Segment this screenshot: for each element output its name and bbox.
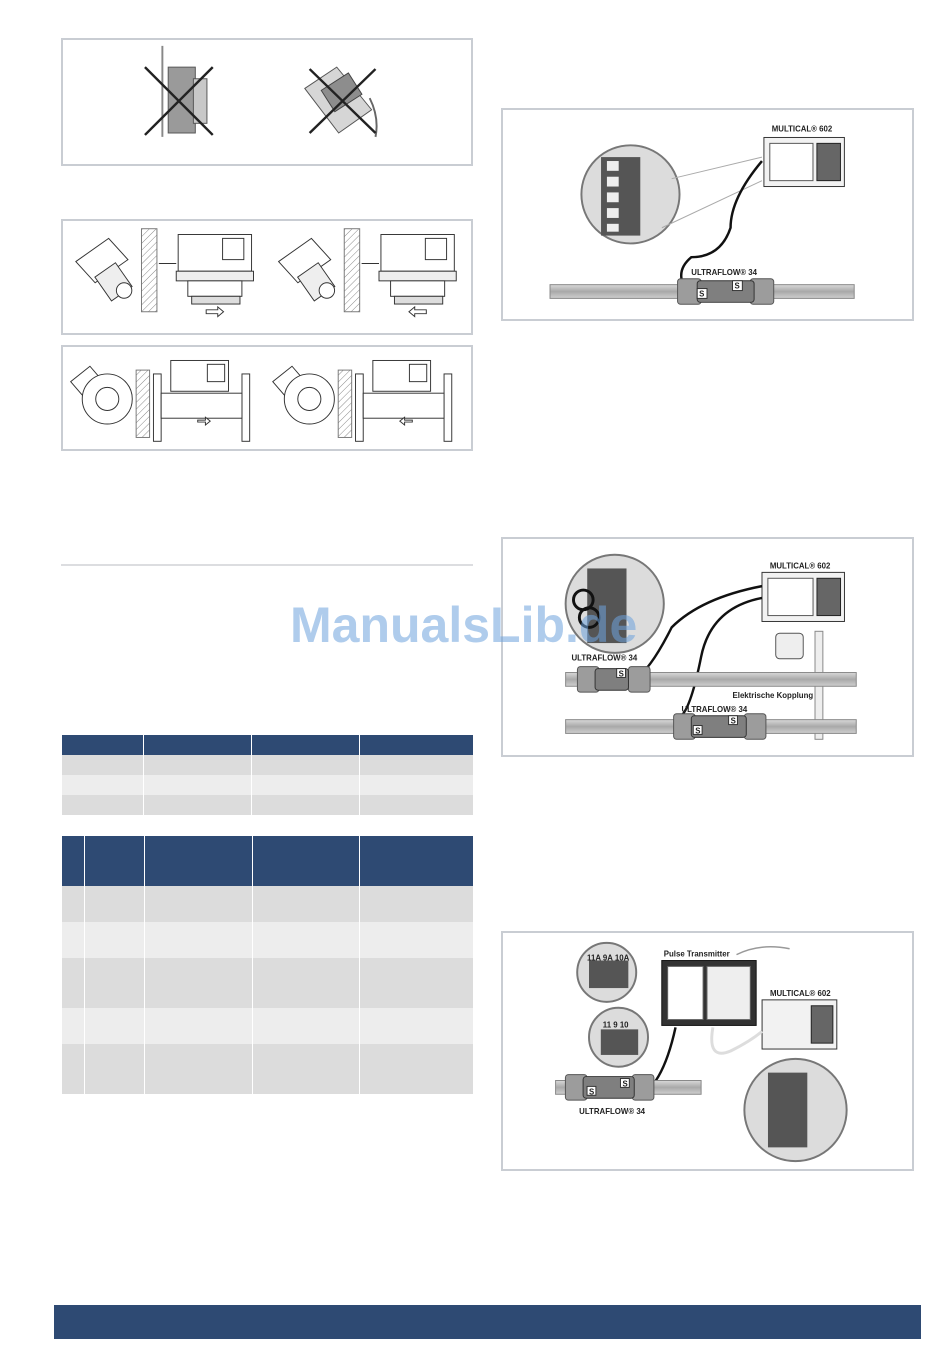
figure-wiring-pulse bbox=[501, 931, 914, 1171]
watermark: ManualsLib.de bbox=[290, 597, 638, 653]
table-1 bbox=[61, 735, 473, 815]
table-row bbox=[62, 1008, 474, 1044]
coupling-label: Elektrische Kopplung bbox=[732, 691, 814, 701]
table-row bbox=[62, 775, 474, 795]
wiring-single-drawing bbox=[503, 110, 912, 319]
figure-mounting-threaded bbox=[61, 219, 473, 335]
figure-mounting-flanged bbox=[61, 345, 473, 451]
footer-bar bbox=[54, 1305, 921, 1339]
sensor-label: ULTRAFLOW® 34 bbox=[691, 267, 757, 277]
sensor-mark: S bbox=[734, 281, 740, 291]
meter-label: MULTICAL® 602 bbox=[769, 561, 831, 571]
sensor-label-1: ULTRAFLOW® 34 bbox=[571, 653, 638, 663]
transmitter-label: Pulse Transmitter bbox=[663, 949, 730, 959]
table-row bbox=[62, 958, 474, 1008]
sensor-mark: S bbox=[730, 716, 736, 726]
sensor-label: ULTRAFLOW® 34 bbox=[579, 1106, 646, 1116]
mounting-incorrect-drawing bbox=[63, 40, 471, 164]
table-row bbox=[62, 755, 474, 775]
figure-mounting-incorrect bbox=[61, 38, 473, 166]
sensor-mark: S bbox=[699, 289, 705, 299]
meter-label: MULTICAL® 602 bbox=[771, 124, 833, 134]
table-row bbox=[62, 1044, 474, 1094]
mounting-threaded-drawing bbox=[63, 221, 471, 333]
sensor-mark: S bbox=[589, 1087, 595, 1097]
figure-wiring-single bbox=[501, 108, 914, 321]
sensor-mark: S bbox=[695, 726, 701, 736]
table-row bbox=[62, 886, 474, 922]
table-row bbox=[62, 922, 474, 958]
sensor-label-2: ULTRAFLOW® 34 bbox=[681, 704, 748, 714]
terminals-top: 11A 9A 10A bbox=[587, 953, 630, 963]
section-divider bbox=[61, 564, 473, 566]
table-header-row bbox=[62, 836, 474, 886]
mounting-flanged-drawing bbox=[63, 347, 471, 449]
meter-label: MULTICAL® 602 bbox=[769, 988, 831, 998]
table-row bbox=[62, 795, 474, 815]
terminals-bottom: 11 9 10 bbox=[602, 1020, 629, 1030]
table-header-row bbox=[62, 735, 474, 755]
sensor-mark: S bbox=[618, 669, 624, 679]
wiring-pulse-drawing bbox=[503, 933, 912, 1169]
table-2 bbox=[61, 836, 473, 1094]
sensor-mark: S bbox=[622, 1079, 628, 1089]
